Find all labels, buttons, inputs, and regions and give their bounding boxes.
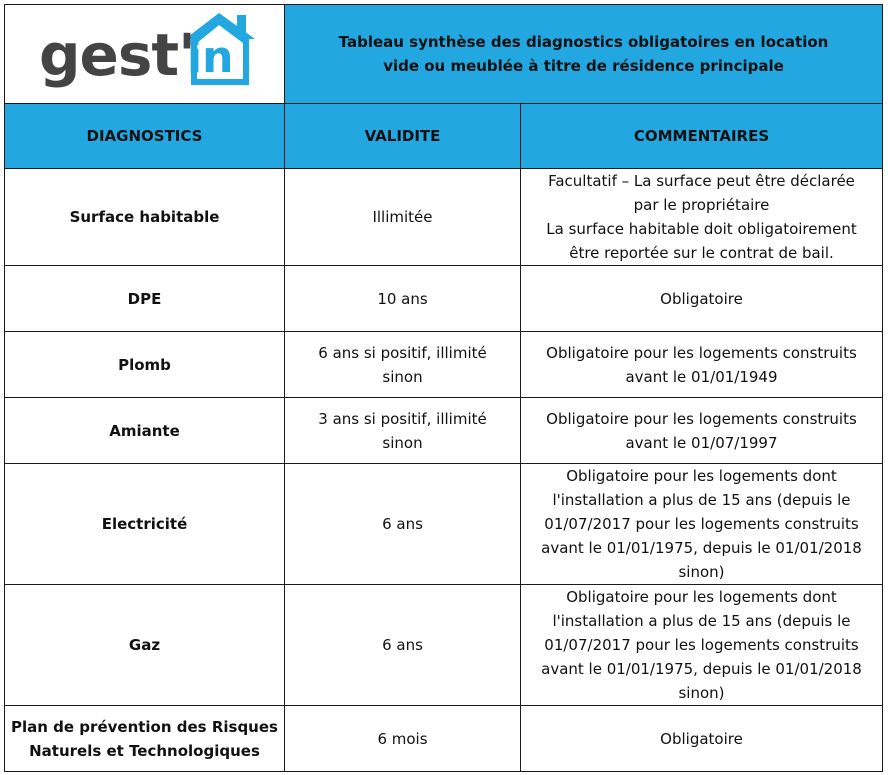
cell-diagnostic (5, 169, 285, 266)
logo-cell (5, 5, 285, 104)
cell-validite-line: 3 ans si positif, illimité (318, 409, 487, 428)
cell-validite-line: 6 ans (382, 515, 423, 533)
cell-diagnostic-line: Electricité (101, 515, 188, 533)
cell-validite-line: sinon (382, 433, 423, 452)
cell-commentaire-line: Facultatif – La surface peut être déclarée (548, 172, 855, 190)
cell-commentaire (521, 706, 883, 772)
cell-commentaire-line: par le propriétaire (633, 196, 770, 214)
table-row (5, 398, 883, 464)
table-body (5, 169, 883, 772)
cell-commentaire-line: avant le 01/07/1997 (625, 433, 778, 452)
cell-commentaire-line: Obligatoire (660, 729, 743, 748)
diagnostics-table (4, 4, 883, 772)
cell-diagnostic-line: Amiante (109, 421, 180, 440)
cell-commentaire-line: sinon) (678, 684, 725, 702)
cell-commentaire (521, 266, 883, 332)
cell-validite (285, 266, 521, 332)
table-row (5, 706, 883, 772)
cell-validite (285, 398, 521, 464)
cell-validite-line: 10 ans (377, 289, 428, 308)
cell-validite (285, 706, 521, 772)
cell-diagnostic (5, 398, 285, 464)
cell-commentaire-line: 01/07/2017 pour les logements construits (544, 515, 859, 533)
cell-diagnostic-line: Naturels et Technologiques (29, 741, 260, 760)
cell-commentaire-line: Obligatoire pour les logements dont (566, 588, 837, 606)
cell-commentaire (521, 332, 883, 398)
table-row (5, 332, 883, 398)
cell-commentaire-line: avant le 01/01/1949 (625, 367, 778, 386)
cell-validite (285, 169, 521, 266)
cell-commentaire (521, 585, 883, 706)
cell-diagnostic-line: DPE (127, 289, 162, 308)
header-validite: VALIDITE (285, 104, 521, 169)
cell-validite-line: 6 mois (377, 729, 428, 748)
cell-commentaire-line: Obligatoire pour les logements construits (546, 409, 857, 428)
cell-commentaire-line: 01/07/2017 pour les logements construits (544, 636, 859, 654)
cell-diagnostic-line: Plan de prévention des Risques (11, 717, 278, 736)
cell-diagnostic-line: Plomb (118, 355, 171, 374)
cell-commentaire-line: l'installation a plus de 15 ans (depuis le (552, 491, 851, 509)
title-line-1: Tableau synthèse des diagnostics obligatoires en location (338, 33, 829, 51)
logo-text-accent: in (187, 32, 234, 83)
table-row (5, 169, 883, 266)
cell-commentaire-line: sinon) (678, 563, 725, 581)
page-title (285, 5, 883, 104)
cell-diagnostic (5, 464, 285, 585)
table-row (5, 266, 883, 332)
title-line-2: vide ou meublée à titre de résidence principale (383, 57, 784, 75)
cell-commentaire-line: Obligatoire pour les logements dont (566, 467, 837, 485)
cell-commentaire-line: Obligatoire (660, 289, 743, 308)
cell-diagnostic-line: Gaz (128, 636, 161, 654)
cell-validite (285, 585, 521, 706)
logo-text-main: gest' (39, 21, 195, 89)
gestin-logo (5, 5, 281, 103)
cell-commentaire-line: Obligatoire pour les logements construits (546, 343, 857, 362)
cell-commentaire-line: avant le 01/01/1975, depuis le 01/01/2018 (541, 539, 862, 557)
cell-diagnostic (5, 706, 285, 772)
cell-commentaire (521, 464, 883, 585)
cell-commentaire-line: être reportée sur le contrat de bail. (569, 244, 834, 262)
cell-diagnostic (5, 266, 285, 332)
cell-validite-line: 6 ans (382, 636, 423, 654)
cell-commentaire (521, 169, 883, 266)
cell-validite (285, 332, 521, 398)
cell-commentaire-line: l'installation a plus de 15 ans (depuis le (552, 612, 851, 630)
cell-diagnostic-line: Surface habitable (69, 208, 220, 226)
cell-commentaire-line: La surface habitable doit obligatoirement (546, 220, 857, 238)
cell-commentaire (521, 398, 883, 464)
header-diagnostics: DIAGNOSTICS (5, 104, 285, 169)
cell-validite-line: sinon (382, 367, 423, 386)
header-commentaires: COMMENTAIRES (521, 104, 883, 169)
cell-diagnostic (5, 585, 285, 706)
cell-diagnostic (5, 332, 285, 398)
cell-validite-line: Illimitée (372, 208, 433, 226)
table-row (5, 464, 883, 585)
cell-validite-line: 6 ans si positif, illimité (318, 343, 487, 362)
cell-commentaire-line: avant le 01/01/1975, depuis le 01/01/2018 (541, 660, 862, 678)
cell-validite (285, 464, 521, 585)
table-row (5, 585, 883, 706)
